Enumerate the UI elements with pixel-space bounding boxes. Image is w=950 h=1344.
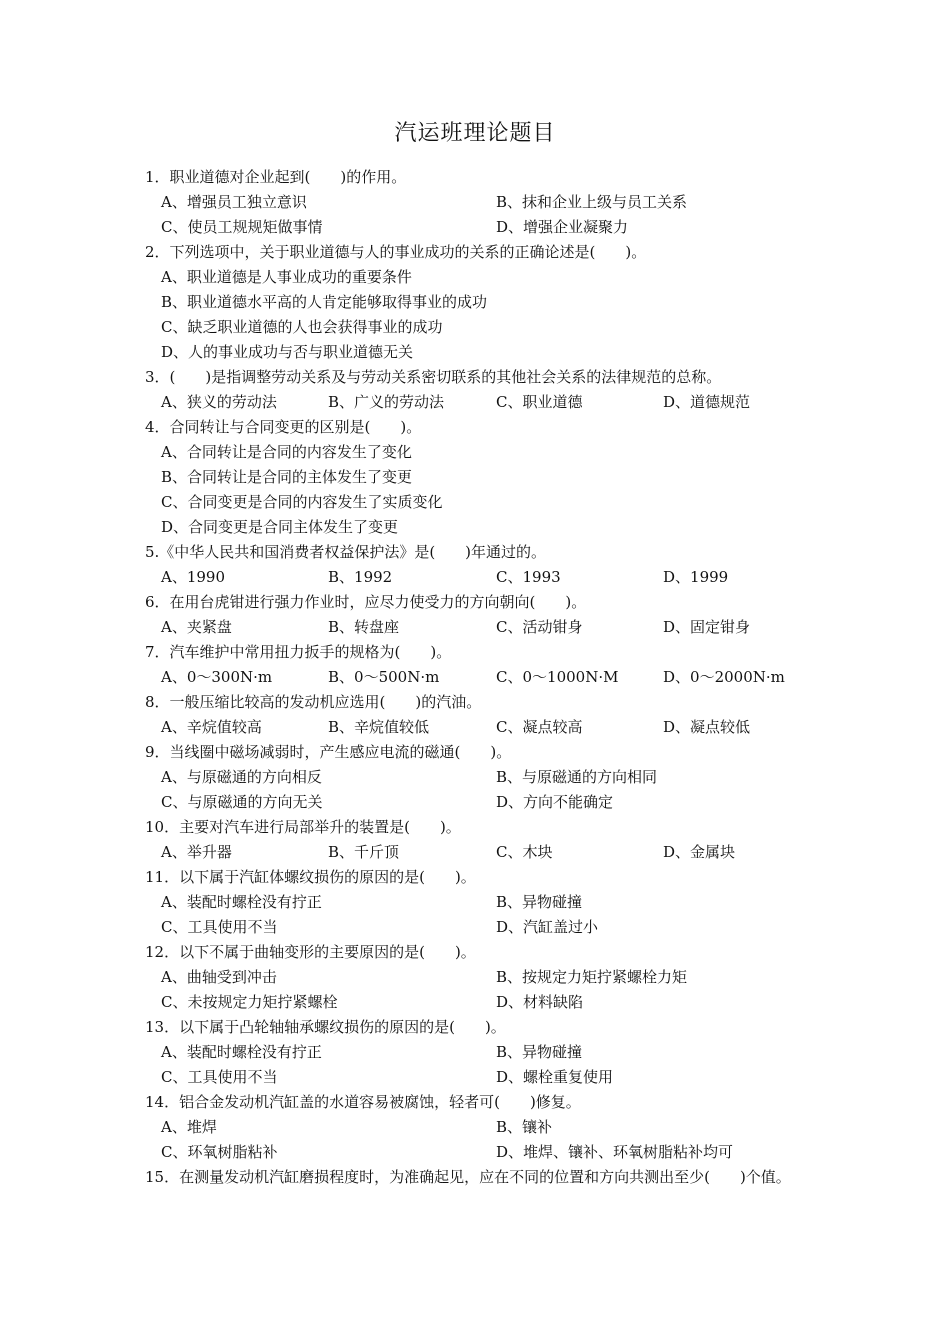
option-row [145, 790, 815, 815]
question-block [145, 590, 815, 640]
question-text: 12．以下不属于曲轴变形的主要原因的是( )。 [145, 943, 476, 961]
question-text: 3．( )是指调整劳动关系及与劳动关系密切联系的其他社会关系的法律规范的总称。 [145, 368, 722, 386]
option-row [145, 290, 815, 315]
answer-option: A、与原磁通的方向相反 [161, 768, 322, 786]
option-row [145, 1040, 815, 1065]
question-block [145, 540, 815, 590]
answer-option: A、举升器 [161, 843, 232, 861]
question-text: 5.《中华人民共和国消费者权益保护法》是( )年通过的。 [145, 543, 547, 561]
question-text: 13．以下属于凸轮轴轴承螺纹损伤的原因的是( )。 [145, 1018, 506, 1036]
question-block [145, 415, 815, 540]
answer-option: B、按规定力矩拧紧螺栓力矩 [496, 968, 688, 986]
answer-option: A、合同转让是合同的内容发生了变化 [161, 443, 412, 461]
option-row [145, 615, 815, 640]
answer-option: A、0～300N·m [161, 668, 273, 686]
answer-option: D、材料缺陷 [496, 993, 584, 1011]
answer-option: C、活动钳身 [496, 618, 583, 636]
question-block [145, 365, 815, 415]
option-row [145, 190, 815, 215]
option-row [145, 265, 815, 290]
answer-option: B、抹和企业上级与员工关系 [496, 193, 688, 211]
answer-option: C、使员工规规矩做事情 [161, 218, 323, 236]
option-row [145, 1115, 815, 1140]
option-row [145, 465, 815, 490]
question-block [145, 1015, 815, 1090]
answer-option: D、人的事业成功与否与职业道德无关 [161, 343, 414, 361]
option-row [145, 715, 815, 740]
option-row [145, 515, 815, 540]
answer-option: D、0～2000N·m [663, 668, 785, 686]
answer-option: C、合同变更是合同的内容发生了实质变化 [161, 493, 443, 511]
question-block [145, 1090, 815, 1165]
answer-option: D、凝点较低 [663, 718, 751, 736]
answer-option: A、职业道德是人事业成功的重要条件 [161, 268, 412, 286]
option-row [145, 840, 815, 865]
answer-option: B、与原磁通的方向相同 [496, 768, 658, 786]
answer-option: C、工具使用不当 [161, 918, 278, 936]
answer-option: C、凝点较高 [496, 718, 583, 736]
answer-option: B、辛烷值较低 [328, 718, 430, 736]
answer-option: C、职业道德 [496, 393, 583, 411]
question-text: 11．以下属于汽缸体螺纹损伤的原因的是( )。 [145, 868, 476, 886]
answer-option: B、异物碰撞 [496, 893, 583, 911]
answer-option: A、装配时螺栓没有拧正 [161, 893, 322, 911]
option-row [145, 915, 815, 940]
answer-option: B、1992 [328, 568, 393, 586]
answer-option: B、职业道德水平高的人肯定能够取得事业的成功 [161, 293, 488, 311]
answer-option: B、合同转让是合同的主体发生了变更 [161, 468, 413, 486]
answer-option: A、装配时螺栓没有拧正 [161, 1043, 322, 1061]
option-row [145, 990, 815, 1015]
option-row [145, 490, 815, 515]
question-block [145, 240, 815, 365]
answer-option: C、与原磁通的方向无关 [161, 793, 323, 811]
answer-option: A、增强员工独立意识 [161, 193, 307, 211]
answer-option: C、木块 [496, 843, 553, 861]
answer-option: B、0～500N·m [328, 668, 440, 686]
question-text: 14．铝合金发动机汽缸盖的水道容易被腐蚀，轻者可( )修复。 [145, 1093, 581, 1111]
answer-option: C、环氧树脂粘补 [161, 1143, 278, 1161]
answer-option: A、狭义的劳动法 [161, 393, 277, 411]
option-row [145, 340, 815, 365]
answer-option: B、千斤顶 [328, 843, 400, 861]
answer-option: C、工具使用不当 [161, 1068, 278, 1086]
question-block [145, 940, 815, 1015]
answer-option: A、1990 [161, 568, 226, 586]
answer-option: C、缺乏职业道德的人也会获得事业的成功 [161, 318, 443, 336]
answer-option: A、夹紧盘 [161, 618, 232, 636]
answer-option: B、镶补 [496, 1118, 553, 1136]
question-block [145, 165, 815, 240]
answer-option: B、广义的劳动法 [328, 393, 445, 411]
answer-option: C、1993 [496, 568, 561, 586]
option-row [145, 890, 815, 915]
question-block [145, 815, 815, 865]
option-row [145, 390, 815, 415]
answer-option: D、金属块 [663, 843, 736, 861]
answer-option: D、汽缸盖过小 [496, 918, 599, 936]
answer-option: B、异物碰撞 [496, 1043, 583, 1061]
answer-option: A、堆焊 [161, 1118, 217, 1136]
question-list [145, 165, 815, 1215]
answer-option: D、合同变更是合同主体发生了变更 [161, 518, 399, 536]
option-row [145, 440, 815, 465]
option-row [145, 1065, 815, 1090]
answer-option: D、道德规范 [663, 393, 751, 411]
question-text: 4．合同转让与合同变更的区别是( )。 [145, 418, 422, 436]
question-text: 8．一般压缩比较高的发动机应选用( )的汽油。 [145, 693, 482, 711]
question-text: 7．汽车维护中常用扭力扳手的规格为( )。 [145, 643, 452, 661]
answer-option: C、0～1000N·M [496, 668, 619, 686]
question-text: 6．在用台虎钳进行强力作业时，应尽力使受力的方向朝向( )。 [145, 593, 587, 611]
question-text: 1．职业道德对企业起到( )的作用。 [145, 168, 407, 186]
page-title: 汽运班理论题目 [394, 121, 556, 146]
question-text: 15．在测量发动机汽缸磨损程度时，为准确起见，应在不同的位置和方向共测出至少( )个值。 [145, 1168, 791, 1186]
question-text: 9．当线圈中磁场减弱时，产生感应电流的磁通( )。 [145, 743, 512, 761]
answer-option: D、1999 [663, 568, 729, 586]
option-row [145, 565, 815, 590]
question-block [145, 1165, 815, 1215]
question-block [145, 865, 815, 940]
answer-option: D、螺栓重复使用 [496, 1068, 614, 1086]
option-row [145, 665, 815, 690]
question-text: 2．下列选项中，关于职业道德与人的事业成功的关系的正确论述是( )。 [145, 243, 647, 261]
option-row [145, 1140, 815, 1165]
option-row [145, 965, 815, 990]
answer-option: D、方向不能确定 [496, 793, 614, 811]
question-block [145, 740, 815, 815]
question-block [145, 690, 815, 740]
option-row [145, 215, 815, 240]
answer-option: D、固定钳身 [663, 618, 751, 636]
answer-option: B、转盘座 [328, 618, 400, 636]
answer-option: A、曲轴受到冲击 [161, 968, 277, 986]
question-block [145, 640, 815, 690]
answer-option: C、未按规定力矩拧紧螺栓 [161, 993, 338, 1011]
option-row [145, 765, 815, 790]
answer-option: A、辛烷值较高 [161, 718, 262, 736]
option-row [145, 315, 815, 340]
answer-option: D、堆焊、镶补、环氧树脂粘补均可 [496, 1143, 734, 1161]
question-text: 10．主要对汽车进行局部举升的装置是( )。 [145, 818, 461, 836]
answer-option: D、增强企业凝聚力 [496, 218, 629, 236]
